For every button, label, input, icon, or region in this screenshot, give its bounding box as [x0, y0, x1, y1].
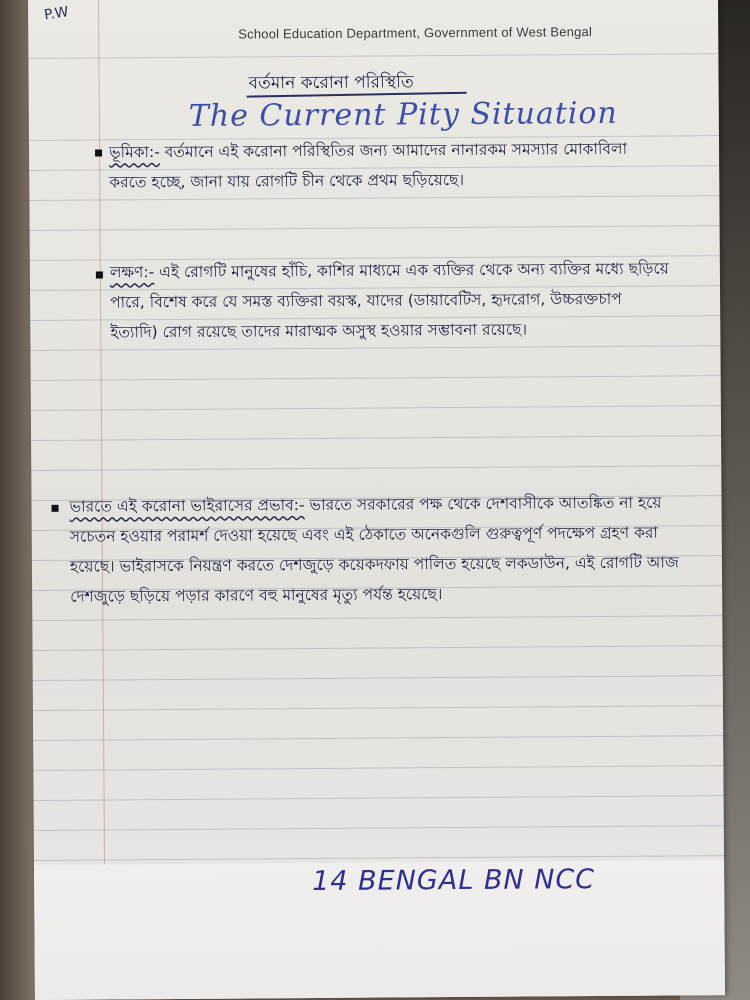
bullet-marker	[96, 271, 103, 278]
ruled-line	[33, 645, 723, 651]
title-bengali: বর্তমান করোনা পরিস্থিতি	[248, 72, 414, 94]
ruled-line	[34, 795, 724, 801]
corner-mark: P.W	[43, 4, 70, 24]
section-body: এই রোগটি মানুষের হাঁচি, কাশির মাধ্যমে এক ব্যক্তির থেকে অন্য ব্যক্তির মধ্যে ছড়িয়ে পারে, বিশেষ করে যে সমস্ত ব্যক্তিরা বয়স্ক, যাদের (ডায়াবেটিস, হৃদরোগ, উচ্চরক্তচাপ ইত্যাদি) রোগ রয়েছে তাদের মারাত্মক অসুস্থ হওয়ার সম্ভাবনা রয়েছে।	[110, 259, 669, 342]
ruled-line	[30, 225, 720, 231]
notebook-page	[28, 0, 725, 1000]
section-body: ভারতে সরকারের পক্ষ থেকে দেশবাসীকে আতঙ্কিত না হয়ে সচেতন হওয়ার পরামর্শ দেওয়া হয়েছে এবং এই ঠেকাতে অনেকগুলি গুরুত্বপূর্ণ পদক্ষেপ গ্রহণ করা হয়েছে। ভাইরাসকে নিয়ন্ত্রণ করতে দেশজুড়ে কয়েকদফায় পালিত হয়েছে লকডাউন, এই রোগটি আজ দেশজুড়ে ছড়িয়ে পড়ার কারণে বহু মানুষের মৃত্যু পর্যন্ত হয়েছে।	[69, 493, 679, 606]
section-heading: লক্ষণ:-	[109, 263, 155, 282]
section-heading: ভূমিকা:-	[109, 143, 160, 162]
ruled-line	[31, 465, 721, 471]
ruled-line	[31, 405, 721, 411]
ruled-line	[33, 705, 723, 711]
bullet-marker	[95, 149, 102, 156]
ruled-line	[31, 375, 721, 381]
ruled-line	[32, 615, 722, 621]
ruled-line	[33, 765, 723, 771]
signature-unit: 14 BENGAL BN NCC	[312, 864, 596, 898]
department-header: School Education Department, Government of West Bengal	[238, 24, 593, 42]
ruled-line	[31, 435, 721, 441]
section-introduction	[109, 134, 669, 198]
ruled-line	[33, 735, 723, 741]
section-body: বর্তমানে এই করোনা পরিস্থিতির জন্য আমাদের নানারকম সমস্যার মোকাবিলা করতে হচ্ছে, জানা যায় রোগটি চীন থেকে প্রথম ছড়িয়েছে।	[109, 139, 628, 192]
section-heading: ভারতে এই করোনা ভাইরাসের প্রভাব:-	[69, 496, 305, 516]
section-impact-india	[69, 487, 680, 611]
ruled-line	[33, 675, 723, 681]
ruled-line	[28, 53, 718, 59]
title-english: The Current Pity Situation	[188, 95, 618, 134]
section-symptoms	[110, 254, 671, 348]
ruled-line	[34, 825, 724, 831]
bullet-marker	[52, 505, 59, 512]
